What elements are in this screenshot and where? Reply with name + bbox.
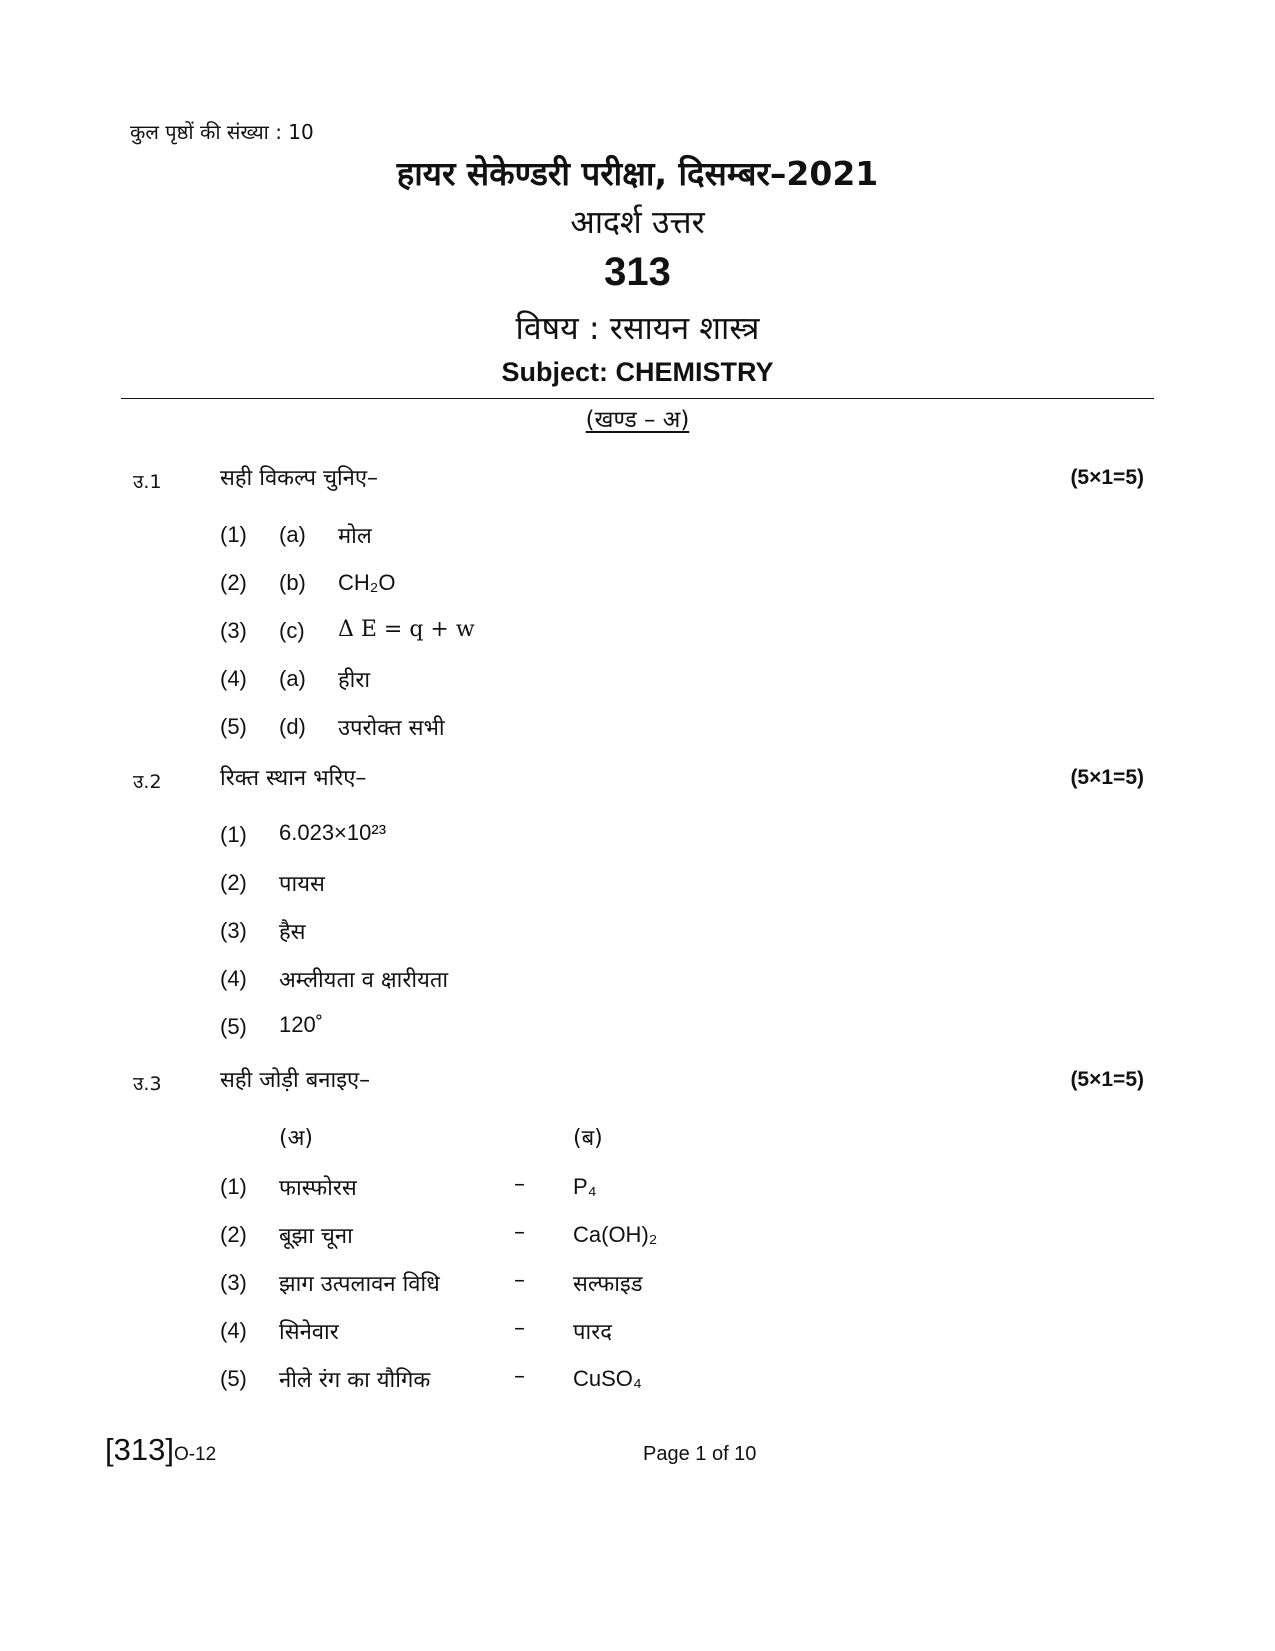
footer-code-main: [313]: [105, 1432, 174, 1467]
q2-answer-number: (5): [220, 1014, 247, 1039]
q2-number: उ.2: [133, 771, 162, 793]
q3-number: उ.3: [133, 1073, 162, 1095]
q1-answer-option: (a): [279, 522, 306, 547]
subject-code: 313: [604, 250, 671, 294]
q3-pair-dash: –: [514, 1316, 525, 1341]
q2-answer-text: हैस: [279, 920, 306, 945]
q2-answer-number: (1): [220, 822, 247, 847]
q3-marks: (5×1=5): [1070, 1068, 1144, 1091]
q3-pair-dash: –: [514, 1268, 525, 1293]
q3-column-b-header: (ब): [573, 1126, 603, 1151]
exam-title: हायर सेकेण्डरी परीक्षा, दिसम्बर–2021: [396, 154, 879, 193]
q3-pair-b: सल्फाइड: [573, 1272, 643, 1297]
q3-column-a-header: (अ): [279, 1126, 313, 1151]
subject-hindi: विषय : रसायन शास्त्र: [515, 309, 760, 347]
q1-answer-text: उपरोक्त सभी: [338, 716, 445, 741]
total-pages-note: कुल पृष्ठों की संख्या : 10: [130, 120, 314, 144]
q1-answer-number: (3): [220, 618, 247, 643]
q1-answer-text: मोल: [338, 524, 372, 549]
q3-pair-b: Ca(OH)₂: [573, 1222, 658, 1247]
q1-answer-number: (5): [220, 714, 247, 739]
q3-pair-number: (4): [220, 1318, 247, 1343]
q3-pair-b: CuSO₄: [573, 1366, 642, 1391]
q3-pair-dash: –: [514, 1172, 525, 1197]
subject-english: Subject: CHEMISTRY: [501, 357, 774, 387]
q3-instruction: सही जोड़ी बनाइए–: [220, 1068, 371, 1093]
q1-answer-text: CH₂O: [338, 570, 396, 595]
q2-answer-text: पायस: [279, 872, 325, 897]
q1-answer-number: (4): [220, 666, 247, 691]
q3-pair-number: (1): [220, 1174, 247, 1199]
q1-answer-number: (1): [220, 522, 247, 547]
q3-pair-a: नीले रंग का यौगिक: [279, 1368, 431, 1393]
q1-instruction: सही विकल्प चुनिए–: [220, 466, 379, 491]
q3-pair-a: बूझा चूना: [279, 1224, 353, 1249]
q2-answer-number: (4): [220, 966, 247, 991]
q2-answer-number: (2): [220, 870, 247, 895]
q2-answer-text: 120˚: [279, 1012, 324, 1037]
q1-number: उ.1: [133, 471, 162, 493]
q2-answer-number: (3): [220, 918, 247, 943]
q3-pair-dash: –: [514, 1364, 525, 1389]
q1-answer-number: (2): [220, 570, 247, 595]
q1-answer-option: (c): [279, 618, 305, 643]
q1-answer-text: हीरा: [338, 668, 371, 693]
footer-code-suffix: O-12: [173, 1444, 217, 1465]
section-label: (खण्ड – अ): [585, 407, 690, 433]
q1-answer-option: (d): [279, 714, 306, 739]
q1-marks: (5×1=5): [1070, 466, 1144, 489]
footer-code: [105, 1432, 216, 1468]
q3-pair-number: (3): [220, 1270, 247, 1295]
section-heading: [0, 402, 1275, 434]
q3-pair-number: (5): [220, 1366, 247, 1391]
q1-answer-option: (b): [279, 570, 306, 595]
q3-pair-b: पारद: [573, 1320, 612, 1345]
q3-pair-number: (2): [220, 1222, 247, 1247]
q2-marks: (5×1=5): [1070, 766, 1144, 789]
q2-answer-text: अम्लीयता व क्षारीयता: [279, 968, 449, 993]
q1-answer-option: (a): [279, 666, 306, 691]
q3-pair-a: फास्फोरस: [279, 1176, 357, 1201]
q2-instruction: रिक्त स्थान भरिए–: [220, 766, 367, 791]
header-divider: [121, 398, 1154, 399]
q3-pair-a: सिनेवार: [279, 1320, 339, 1345]
page-number: Page 1 of 10: [643, 1443, 757, 1465]
q3-pair-dash: –: [514, 1220, 525, 1245]
q3-pair-a: झाग उत्पलावन विधि: [279, 1272, 440, 1297]
q1-answer-formula: Δ E = q + w: [338, 617, 475, 642]
q2-answer-text: 6.023×10²³: [279, 820, 387, 845]
q3-pair-b: P₄: [573, 1174, 597, 1199]
answer-key-title: आदर्श उत्तर: [570, 203, 705, 241]
